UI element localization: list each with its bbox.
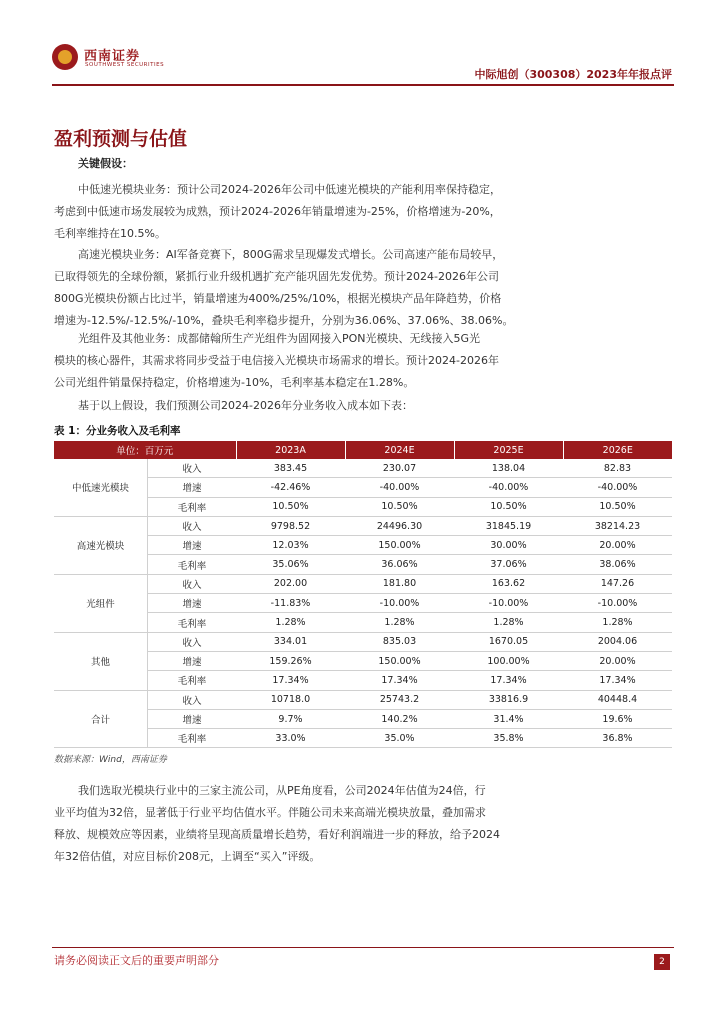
table-cell: 37.06%	[454, 555, 563, 574]
year-header: 2026E	[563, 441, 672, 459]
table-cell: 150.00%	[345, 536, 454, 555]
table-cell: 334.01	[236, 632, 345, 651]
paragraph-valuation	[54, 780, 672, 868]
metric-label: 收入	[148, 690, 237, 709]
table-cell: 230.07	[345, 459, 454, 478]
table-cell: 147.26	[563, 574, 672, 593]
table-cell: -40.00%	[454, 478, 563, 497]
table-row	[54, 690, 672, 709]
table-cell: 163.62	[454, 574, 563, 593]
table-header-row	[54, 441, 672, 459]
paragraph-line: 释放、规模效应等因素，业绩将呈现高质量增长趋势，看好利润端进一步的释放，给予2024	[54, 828, 500, 841]
table-cell: 17.34%	[236, 671, 345, 690]
table-cell: 40448.4	[563, 690, 672, 709]
table-row	[54, 651, 672, 670]
logo-text-cn: 西南证券	[84, 49, 141, 64]
metric-label: 增速	[148, 594, 237, 613]
logo-icon	[52, 44, 78, 70]
footer-divider	[52, 947, 674, 948]
table-cell: 33816.9	[454, 690, 563, 709]
paragraph-line: 公司光组件销量保持稳定，价格增速为-10%，毛利率基本稳定在1.28%。	[54, 376, 415, 389]
segment-name: 中低速光模块	[54, 459, 148, 516]
year-header: 2023A	[236, 441, 345, 459]
table-source: 数据来源：Wind，西南证券	[54, 755, 167, 765]
paragraph-low-speed	[54, 179, 672, 245]
table-cell: 159.26%	[236, 651, 345, 670]
table-cell: 10.50%	[236, 497, 345, 516]
table-cell: -40.00%	[563, 478, 672, 497]
table-cell: 33.0%	[236, 729, 345, 748]
table-cell: 36.8%	[563, 729, 672, 748]
table-cell: 35.06%	[236, 555, 345, 574]
table-row	[54, 459, 672, 478]
metric-label: 增速	[148, 709, 237, 728]
metric-label: 毛利率	[148, 729, 237, 748]
table-cell: -42.46%	[236, 478, 345, 497]
table-cell: 82.83	[563, 459, 672, 478]
metric-label: 收入	[148, 574, 237, 593]
table-cell: 835.03	[345, 632, 454, 651]
table-row	[54, 594, 672, 613]
paragraph-line: 已取得领先的全球份额，紧抓行业升级机遇扩充产能巩固先发优势。预计2024-2026年公司	[54, 270, 499, 283]
table-cell: 1.28%	[236, 613, 345, 632]
segment-name: 合计	[54, 690, 148, 748]
table-cell: -10.00%	[563, 594, 672, 613]
metric-label: 毛利率	[148, 613, 237, 632]
paragraph-line: 基于以上假设，我们预测公司2024-2026年分业务收入成本如下表：	[78, 399, 413, 412]
table-cell: 17.34%	[563, 671, 672, 690]
table-cell: 10.50%	[454, 497, 563, 516]
table-cell: 36.06%	[345, 555, 454, 574]
table-row	[54, 729, 672, 748]
table-cell: 31.4%	[454, 709, 563, 728]
logo-text-en: SOUTHWEST SECURITIES	[85, 62, 165, 68]
metric-label: 增速	[148, 651, 237, 670]
table-row	[54, 709, 672, 728]
section-title: 盈利预测与估值	[54, 128, 188, 150]
table-cell: 383.45	[236, 459, 345, 478]
table-row	[54, 497, 672, 516]
table-row	[54, 478, 672, 497]
table-cell: 100.00%	[454, 651, 563, 670]
paragraph-line: 中低速光模块业务：预计公司2024-2026年公司中低速光模块的产能利用率保持稳定，	[78, 183, 501, 196]
table-cell: 38.06%	[563, 555, 672, 574]
paragraph-line: 高速光模块业务：AI军备竞赛下，800G需求呈现爆发式增长。公司高速产能布局较早，	[78, 248, 504, 261]
table-cell: 202.00	[236, 574, 345, 593]
segment-name: 高速光模块	[54, 516, 148, 574]
paragraph-line: 增速为-12.5%/-12.5%/-10%，叠块毛利率稳步提升，分别为36.06%、37.06%、38.06%。	[54, 314, 514, 327]
paragraph-line: 800G光模块份额占比过半，销量增速为400%/25%/10%，根据光模块产品年降趋势，价格	[54, 292, 502, 305]
table-cell: 38214.23	[563, 516, 672, 535]
table-cell: 1.28%	[563, 613, 672, 632]
segment-name: 光组件	[54, 574, 148, 632]
table-cell: 1.28%	[454, 613, 563, 632]
table-cell: 150.00%	[345, 651, 454, 670]
metric-label: 增速	[148, 478, 237, 497]
table-cell: 30.00%	[454, 536, 563, 555]
unit-header: 单位：百万元	[54, 441, 236, 459]
table-row	[54, 613, 672, 632]
metric-label: 增速	[148, 536, 237, 555]
company-logo	[52, 44, 212, 74]
paragraph-line: 考虑到中低速市场发展较为成熟，预计2024-2026年销量增速为-25%，价格增速为-20%，	[54, 205, 501, 218]
paragraph-line: 年32倍估值，对应目标价208元，上调至“买入”评级。	[54, 850, 321, 863]
footer-disclaimer: 请务必阅读正文后的重要声明部分	[54, 954, 219, 967]
table-cell: -40.00%	[345, 478, 454, 497]
table-cell: 35.8%	[454, 729, 563, 748]
table-cell: 1670.05	[454, 632, 563, 651]
paragraph-high-speed	[54, 244, 672, 332]
table-cell: 138.04	[454, 459, 563, 478]
table-cell: 35.0%	[345, 729, 454, 748]
header-divider	[52, 84, 674, 86]
table-row	[54, 555, 672, 574]
year-header: 2025E	[454, 441, 563, 459]
table-cell: 20.00%	[563, 651, 672, 670]
table-cell: 9.7%	[236, 709, 345, 728]
paragraph-forecast-intro	[54, 395, 672, 417]
table-title: 表 1：分业务收入及毛利率	[54, 425, 181, 437]
metric-label: 毛利率	[148, 671, 237, 690]
metric-label: 毛利率	[148, 555, 237, 574]
paragraph-line: 光组件及其他业务：成都储翰所生产光组件为固网接入PON光模块、无线接入5G光	[78, 332, 481, 345]
report-title: 中际旭创（300308）2023年年报点评	[474, 68, 672, 81]
table-cell: -10.00%	[345, 594, 454, 613]
table-cell: 17.34%	[454, 671, 563, 690]
table-cell: 24496.30	[345, 516, 454, 535]
key-assumptions-heading: 关键假设：	[78, 157, 133, 170]
table-cell: 10.50%	[563, 497, 672, 516]
table-cell: 181.80	[345, 574, 454, 593]
segment-name: 其他	[54, 632, 148, 690]
table-cell: 19.6%	[563, 709, 672, 728]
table-cell: 10.50%	[345, 497, 454, 516]
page-number: 2	[654, 954, 670, 970]
metric-label: 毛利率	[148, 497, 237, 516]
metric-label: 收入	[148, 516, 237, 535]
table-row	[54, 516, 672, 535]
paragraph-line: 模块的核心器件，其需求将同步受益于电信接入光模块市场需求的增长。预计2024-2026年	[54, 354, 499, 367]
paragraph-line: 毛利率维持在10.5%。	[54, 227, 166, 240]
table-row	[54, 632, 672, 651]
table-cell: 1.28%	[345, 613, 454, 632]
revenue-margin-table	[54, 441, 672, 748]
paragraph-components	[54, 328, 672, 394]
table-cell: -10.00%	[454, 594, 563, 613]
metric-label: 收入	[148, 632, 237, 651]
paragraph-line: 业平均值为32倍，显著低于行业平均估值水平。伴随公司未来高端光模块放量，叠加需求	[54, 806, 486, 819]
table-cell: 9798.52	[236, 516, 345, 535]
table-row	[54, 671, 672, 690]
table-cell: 10718.0	[236, 690, 345, 709]
table-cell: 20.00%	[563, 536, 672, 555]
table-cell: 25743.2	[345, 690, 454, 709]
table-row	[54, 536, 672, 555]
table-row	[54, 574, 672, 593]
table-cell: 140.2%	[345, 709, 454, 728]
table-cell: 17.34%	[345, 671, 454, 690]
year-header: 2024E	[345, 441, 454, 459]
table-cell: 31845.19	[454, 516, 563, 535]
table-cell: -11.83%	[236, 594, 345, 613]
table-cell: 2004.06	[563, 632, 672, 651]
table-cell: 12.03%	[236, 536, 345, 555]
metric-label: 收入	[148, 459, 237, 478]
paragraph-line: 我们选取光模块行业中的三家主流公司，从PE角度看，公司2024年估值为24倍，行	[78, 784, 486, 797]
